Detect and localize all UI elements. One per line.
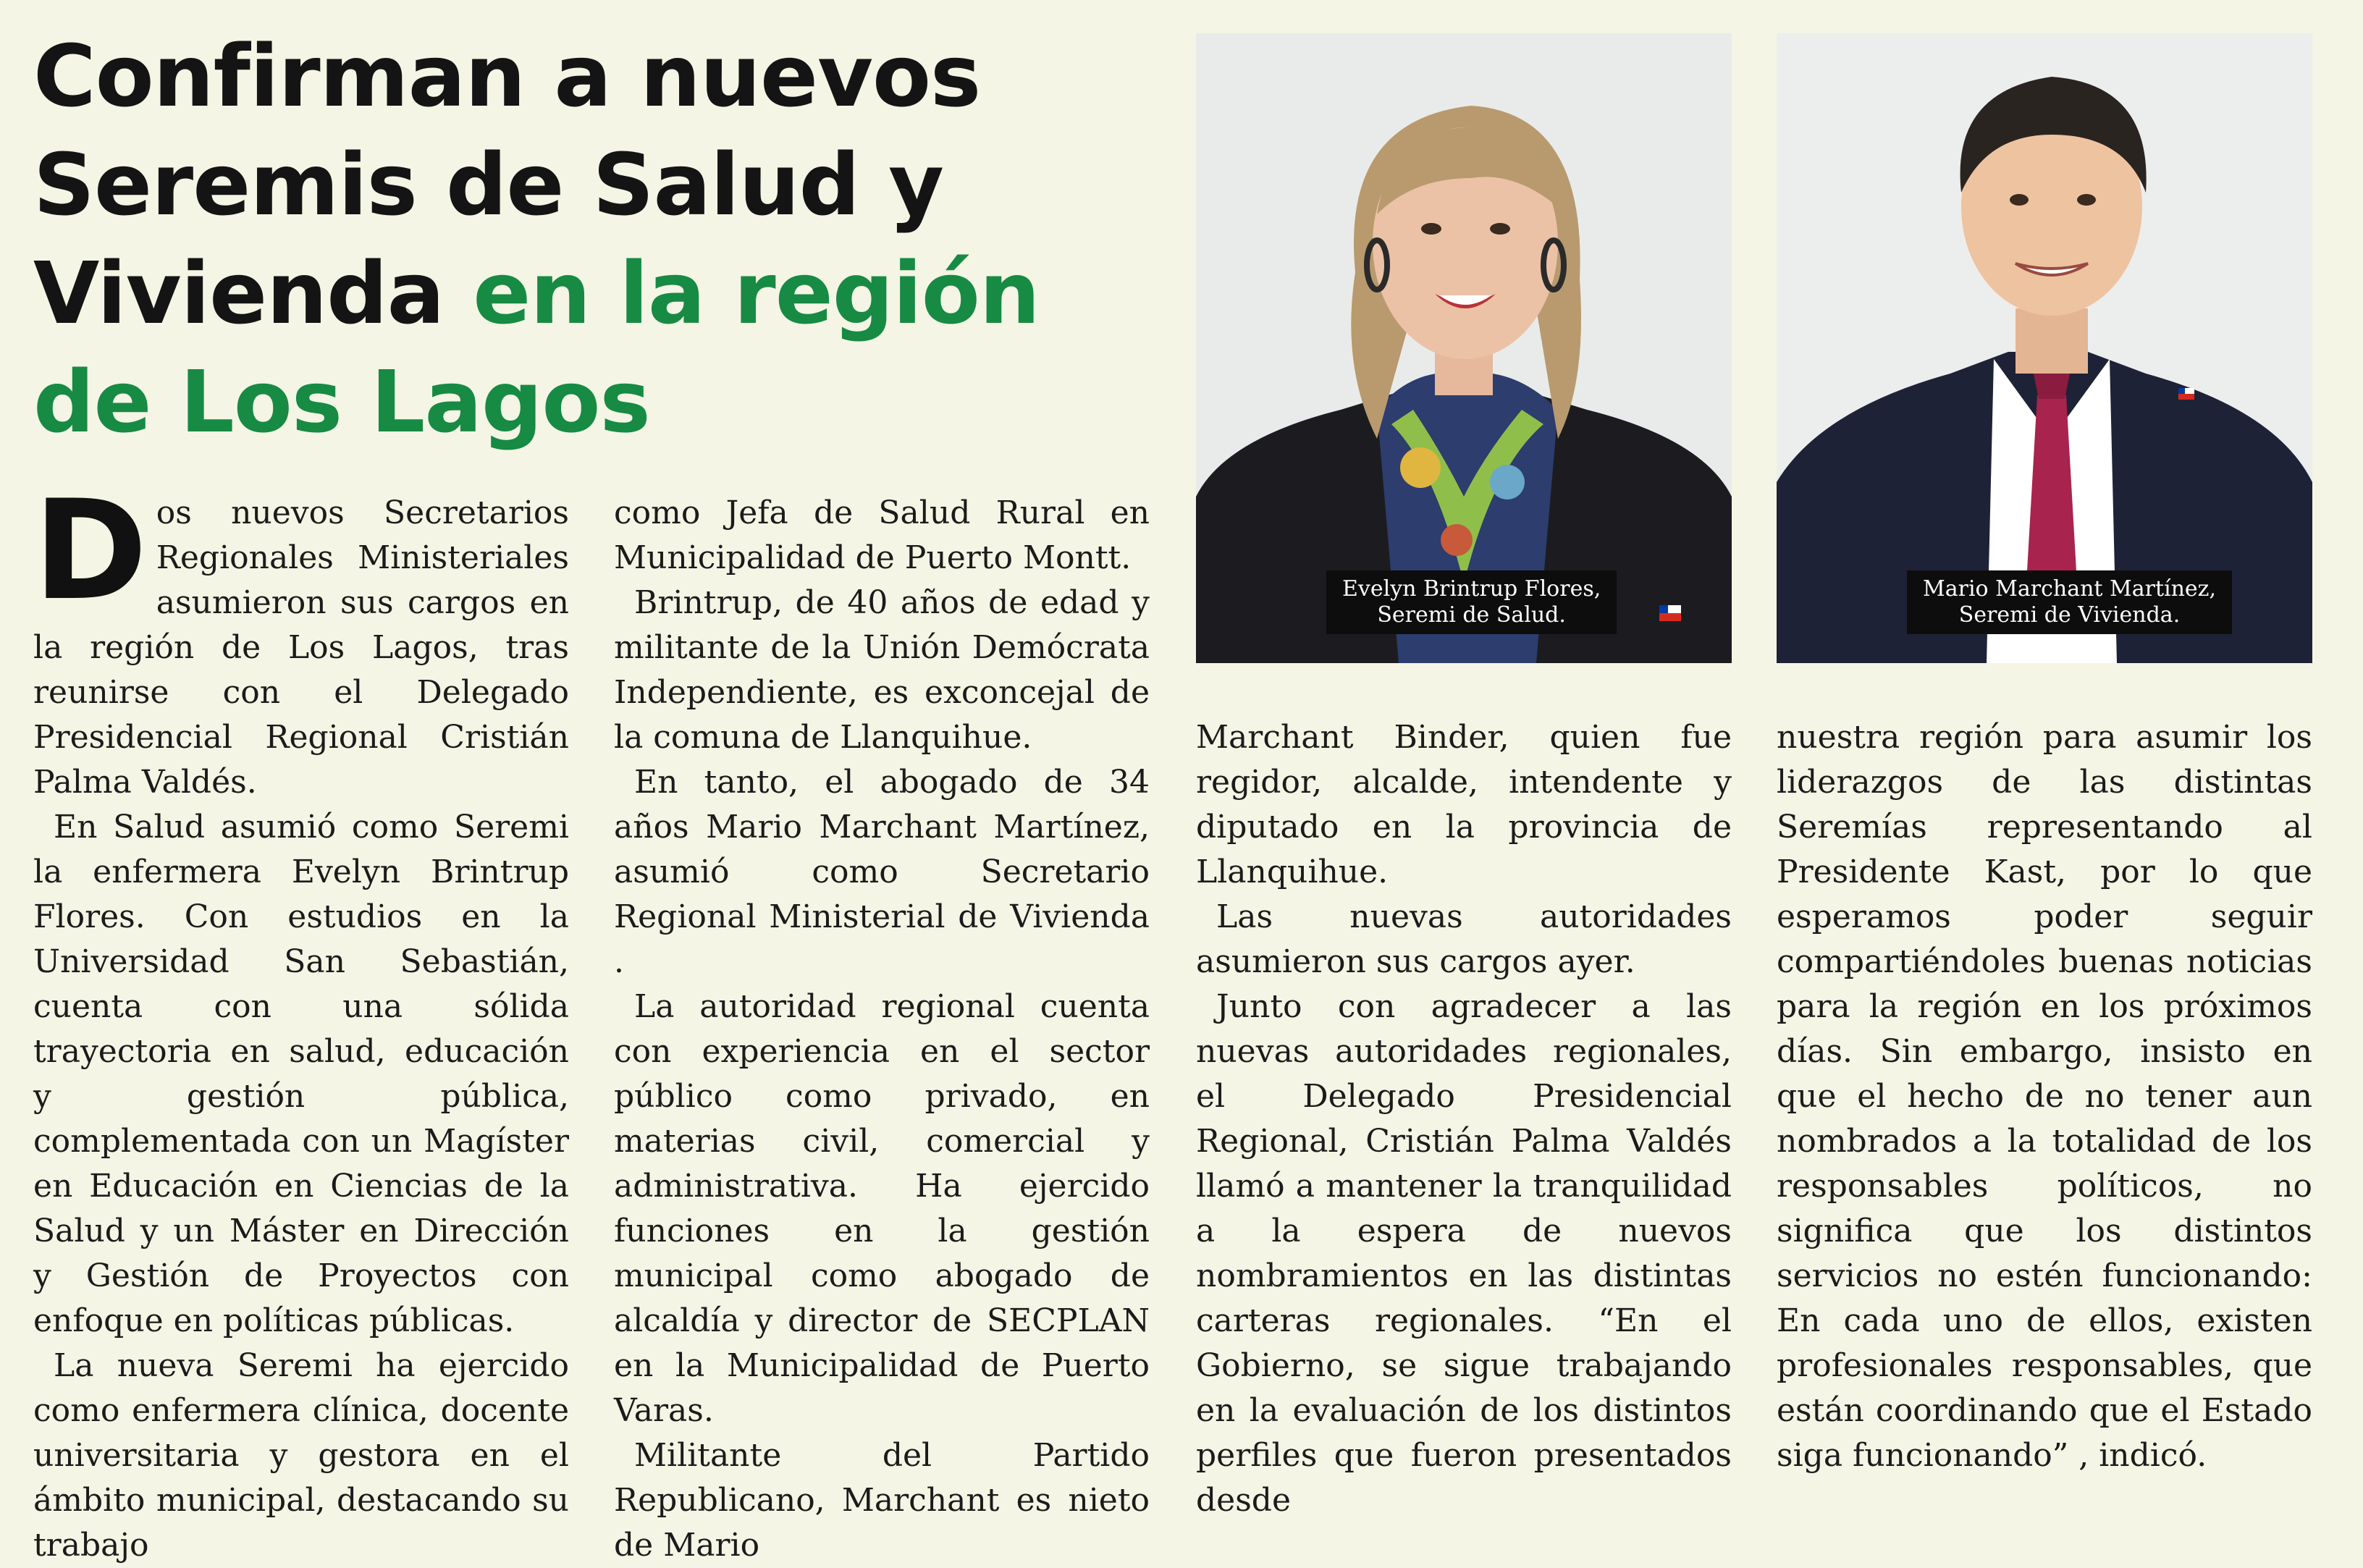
- paragraph: nuestra región para asumir los liderazgos de las distintas Seremías representando al Presidente Kast, por lo que esperamos poder seguir compartiéndoles buenas noticias para la región en los próximos días. Sin embargo, insisto en que el hecho de no tener aun nombrados a la totalidad de los responsables políticos, no significa que los distintos servicios no estén funcionando: En cada uno de ellos, existen profesionales responsables, que están coordinando que el Estado siga funcionando” , indicó.: [1777, 719, 2312, 1474]
- paragraph: como Jefa de Salud Rural en Municipalidad de Puerto Montt.: [614, 494, 1150, 576]
- article-column-4: [1777, 715, 2312, 1478]
- portrait-woman-illustration: [1196, 33, 1732, 663]
- caption-name: Evelyn Brintrup Flores,: [1342, 576, 1601, 602]
- caption-title: Seremi de Salud.: [1377, 602, 1566, 628]
- headline-line-3-green: en la región: [473, 243, 1040, 343]
- photo-mario-marchant: [1777, 33, 2312, 663]
- paragraph: Junto con agradecer a las nuevas autoridades regionales, el Delegado Presidencial Regional, Cristián Palma Valdés llamó a mantener la tranquilidad a la espera de nuevos nombramientos en las distintas carteras regionales. “En el Gobierno, se sigue trabajando en la evaluación de los distintos perfiles que fueron presentados desde: [1196, 988, 1732, 1519]
- article-column-1: [33, 471, 569, 1568]
- photo-evelyn-brintrup: [1196, 33, 1732, 663]
- photo-caption: [1326, 570, 1617, 634]
- caption-name: Mario Marchant Martínez,: [1923, 576, 2217, 602]
- article-column-3: [1196, 715, 1732, 1523]
- portrait-man-illustration: [1777, 33, 2312, 663]
- paragraph: Las nuevas autoridades asumieron sus cargos ayer.: [1196, 898, 1732, 980]
- paragraph: Marchant Binder, quien fue regidor, alcalde, intendente y diputado en la provincia de Llanquihue.: [1196, 719, 1732, 890]
- photo-caption: [1907, 570, 2232, 634]
- headline-line-1: Confirman a nuevos: [33, 26, 981, 126]
- paragraph: La nueva Seremi ha ejercido como enfermera clínica, docente universitaria y gestora en el ámbito municipal, destacando su trabajo: [33, 1347, 569, 1564]
- article-column-2: [614, 491, 1150, 1568]
- paragraph: [33, 471, 569, 805]
- drop-cap: D: [33, 471, 148, 631]
- headline-line-3-black: Vivienda: [33, 243, 473, 343]
- paragraph: Militante del Partido Republicano, Marchant es nieto de Mario: [614, 1437, 1150, 1564]
- paragraph: En tanto, el abogado de 34 años Mario Marchant Martínez, asumió como Secretario Regional Ministerial de Vivienda .: [614, 764, 1150, 980]
- headline-line-2: Seremis de Salud y: [33, 135, 944, 235]
- paragraph: La autoridad regional cuenta con experiencia en el sector público como privado, en materias civil, comercial y administrativa. Ha ejercido funciones en la gestión municipal como abogado de alcaldía y director de SECPLAN en la Municipalidad de Puerto Varas.: [614, 988, 1150, 1429]
- paragraph: Brintrup, de 40 años de edad y militante de la Unión Demócrata Independiente, es exconcejal de la comuna de Llanquihue.: [614, 584, 1150, 756]
- headline: [33, 22, 1163, 456]
- paragraph: En Salud asumió como Seremi la enfermera Evelyn Brintrup Flores. Con estudios en la Universidad San Sebastián, cuenta con una sólida trayectoria en salud, educación y gestión pública, complementada con un Magíster en Educación en Ciencias de la Salud y un Máster en Dirección y Gestión de Proyectos con enfoque en políticas públicas.: [33, 809, 569, 1339]
- paragraph-text: os nuevos Secretarios Regionales Ministeriales asumieron sus cargos en la región de Los Lagos, tras reunirse con el Delegado Presidencial Regional Cristián Palma Valdés.: [33, 494, 569, 801]
- caption-title: Seremi de Vivienda.: [1958, 602, 2181, 628]
- headline-line-4-green: de Los Lagos: [33, 352, 650, 452]
